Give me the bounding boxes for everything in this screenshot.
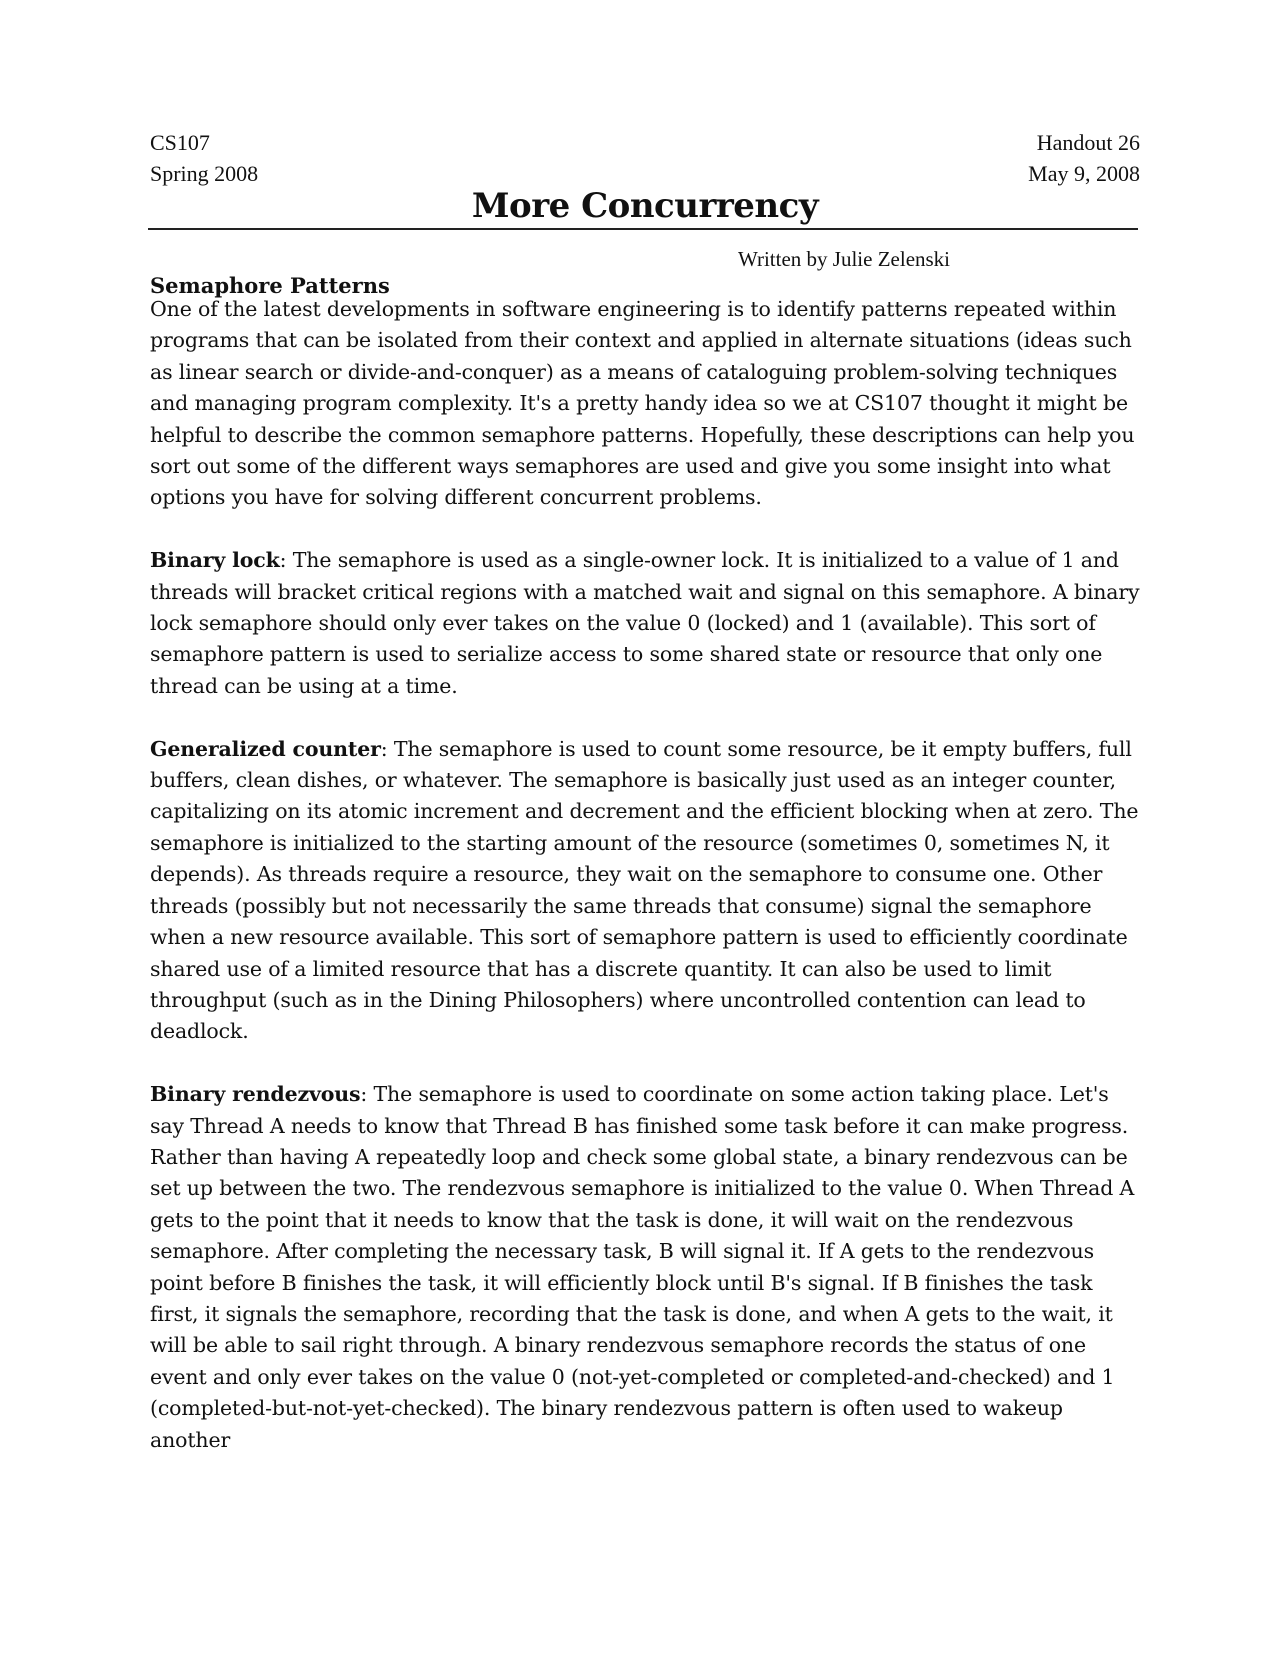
handout-date: May 9, 2008 — [1028, 161, 1140, 186]
handout-page — [150, 0, 1140, 1656]
pattern-term: Binary rendezvous — [150, 1082, 361, 1107]
pattern-term: Binary lock — [150, 548, 280, 573]
term-label: Spring 2008 — [150, 161, 259, 186]
handout-number: Handout 26 — [1036, 130, 1140, 155]
pattern-binary-lock — [150, 545, 1140, 702]
intro-paragraph: One of the latest developments in software engineering is to identify patterns repeated within programs that can be isolated from their context and applied in alternate situations (ideas such as linear search or divide-and-conquer) as a means of cataloguing problem-solving techniques and managing program complexity. It's a pretty handy idea so we at CS107 thought it might be helpful to describe the common semaphore patterns. Hopefully, these descriptions can help you sort out some of the different ways semaphores are used and give you some insight into what options you have for solving different concurrent problems. — [150, 297, 1135, 510]
pattern-description: : The semaphore is used as a single-owner lock. It is initialized to a value of 1 and threads will bracket critical regions with a matched wait and signal on this semaphore. A binary lock semaphore should only ever takes on the value 0 (locked) and 1 (available). This sort of semaphore pattern is used to serialize access to some shared state or resource that only one thread can be using at a time. — [150, 548, 1140, 698]
pattern-description: : The semaphore is used to coordinate on some action taking place. Let's say Thread A needs to know that Thread B has finished some task before it can make progress. Rather than having A repeatedly loop and check some global state, a binary rendezvous can be set up between the two. The rendezvous semaphore is initialized to the value 0. When Thread A gets to the point that it needs to know that the task is done, it will wait on the rendezvous semaphore. After completing the necessary task, B will signal it. If A gets to the rendezvous point before B finishes the task, it will efficiently block until B's signal. If B finishes the task first, it signals the semaphore, recording that the task is done, and when A gets to the wait, it will be able to sail right through. A binary rendezvous semaphore records the status of one event and only ever takes on the value 0 (not-yet-completed or completed-and-checked) and 1 (completed-but-not-yet-checked). The binary rendezvous pattern is often used to wakeup another — [150, 1082, 1135, 1452]
pattern-generalized-counter — [150, 734, 1140, 1048]
title-rule — [148, 228, 1138, 230]
course-label: CS107 — [150, 130, 210, 155]
section-heading: Semaphore Patterns — [150, 273, 390, 298]
pattern-term: Generalized counter — [150, 736, 381, 761]
pattern-description: : The semaphore is used to count some resource, be it empty buffers, full buffers, clean dishes, or whatever. The semaphore is basically just used as an integer counter, capitalizing on its atomic increment and decrement and the efficient blocking when at zero. The semaphore is initialized to the starting amount of the resource (sometimes 0, sometimes N, it depends). As threads require a resource, they wait on the semaphore to consume one. Other threads (possibly but not necessarily the same threads that consume) signal the semaphore when a new resource available. This sort of semaphore pattern is used to efficiently coordinate shared use of a limited resource that has a discrete quantity. It can also be used to limit throughput (such as in the Dining Philosophers) where uncontrolled contention can lead to deadlock. — [150, 736, 1139, 1044]
page-title: More Concurrency — [471, 186, 819, 226]
pattern-binary-rendezvous — [150, 1079, 1140, 1456]
author-line: Written by Julie Zelenski — [738, 247, 951, 271]
body-text — [150, 294, 1140, 1487]
